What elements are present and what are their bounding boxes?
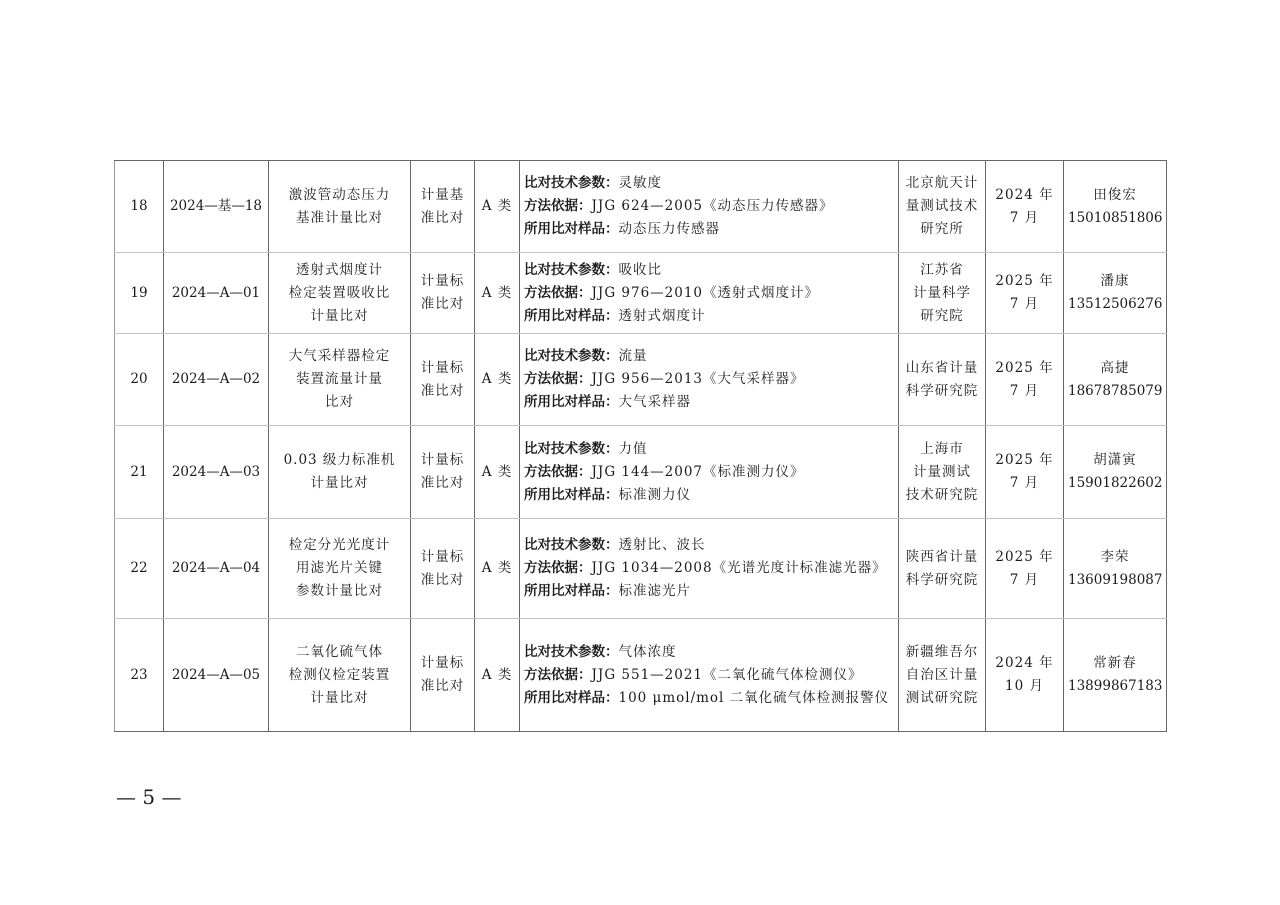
comparison-kind-line: 准比对 bbox=[420, 475, 465, 491]
comparison-kind-line: 准比对 bbox=[420, 296, 465, 312]
project-name-line: 计量比对 bbox=[310, 475, 369, 491]
param-value: 流量 bbox=[618, 348, 648, 364]
cell-contact bbox=[1064, 161, 1167, 253]
cell-time bbox=[986, 161, 1064, 253]
cell-number bbox=[115, 519, 164, 619]
comparison-kind-line: 准比对 bbox=[420, 209, 465, 226]
project-name-line: 透射式烟度计 bbox=[296, 261, 383, 278]
cell-method bbox=[520, 334, 899, 426]
row-number: 23 bbox=[130, 666, 148, 683]
comparison-kind-line: 计量标 bbox=[420, 548, 465, 565]
cell-time bbox=[986, 426, 1064, 519]
cell-organization bbox=[899, 161, 986, 253]
organization-line: 计量科学 bbox=[913, 284, 971, 301]
method-label: 方法依据： bbox=[524, 198, 592, 214]
row-number: 21 bbox=[130, 463, 148, 480]
page-number: — 5 — bbox=[116, 785, 182, 809]
table-row bbox=[115, 619, 1167, 732]
time-line: 7 月 bbox=[1009, 571, 1040, 588]
sample-value: 标准滤光片 bbox=[618, 583, 691, 599]
comparison-kind-line: 计量基 bbox=[420, 186, 465, 203]
param-label: 比对技术参数： bbox=[524, 348, 619, 364]
project-name-line: 检测仪检定装置 bbox=[288, 666, 391, 683]
comparison-kind-line: 计量标 bbox=[420, 452, 465, 468]
row-number: 18 bbox=[130, 198, 148, 214]
organization-line: 新疆维吾尔 bbox=[905, 643, 979, 660]
table-row bbox=[115, 426, 1167, 519]
project-name-line: 参数计量比对 bbox=[296, 583, 383, 599]
organization-line: 江苏省 bbox=[920, 261, 964, 278]
time-line: 2025 年 bbox=[995, 452, 1054, 468]
row-number: 22 bbox=[130, 560, 148, 576]
organization-line: 上海市 bbox=[920, 440, 964, 457]
organization-line: 量测试技术 bbox=[905, 198, 979, 214]
param-label: 比对技术参数： bbox=[524, 175, 619, 191]
project-code: 2024—A—01 bbox=[171, 284, 261, 301]
contact-name: 胡潇寅 bbox=[1093, 452, 1137, 468]
sample-value: 大气采样器 bbox=[618, 394, 691, 410]
time-line: 7 月 bbox=[1009, 382, 1040, 399]
cell-code bbox=[164, 161, 269, 253]
contact-name: 高捷 bbox=[1100, 359, 1130, 376]
cell-contact bbox=[1064, 519, 1167, 619]
sample-value: 动态压力传感器 bbox=[618, 221, 720, 237]
param-value: 吸收比 bbox=[618, 261, 662, 278]
category-class: A 类 bbox=[481, 371, 513, 387]
organization-line: 自治区计量 bbox=[905, 666, 979, 683]
sample-label: 所用比对样品： bbox=[524, 583, 619, 599]
project-name-line: 激波管动态压力 bbox=[288, 186, 391, 203]
time-line: 2024 年 bbox=[995, 186, 1054, 203]
table-body bbox=[115, 161, 1167, 732]
param-label: 比对技术参数： bbox=[524, 440, 619, 457]
project-code: 2024—A—03 bbox=[171, 463, 261, 480]
sample-value: 标准测力仪 bbox=[618, 486, 691, 503]
cell-method bbox=[520, 161, 899, 253]
contact-phone: 18678785079 bbox=[1068, 382, 1163, 399]
time-line: 2025 年 bbox=[995, 548, 1054, 565]
cell-kind bbox=[411, 519, 475, 619]
cell-kind bbox=[411, 253, 475, 334]
category-class: A 类 bbox=[481, 666, 513, 683]
method-value: JJG 551—2021《二氧化硫气体检测仪》 bbox=[591, 666, 863, 683]
sample-label: 所用比对样品： bbox=[524, 394, 619, 410]
time-line: 2025 年 bbox=[995, 273, 1054, 289]
contact-name: 田俊宏 bbox=[1093, 186, 1137, 203]
time-line: 2024 年 bbox=[995, 655, 1054, 671]
table-row bbox=[115, 334, 1167, 426]
method-value: JJG 976—2010《透射式烟度计》 bbox=[591, 284, 820, 301]
cell-time bbox=[986, 334, 1064, 426]
organization-line: 测试研究院 bbox=[905, 689, 979, 706]
cell-organization bbox=[899, 334, 986, 426]
cell-number bbox=[115, 334, 164, 426]
method-value: JJG 624—2005《动态压力传感器》 bbox=[591, 198, 834, 214]
project-code: 2024—A—05 bbox=[171, 666, 261, 683]
comparison-table bbox=[114, 160, 1167, 732]
cell-method bbox=[520, 519, 899, 619]
cell-number bbox=[115, 253, 164, 334]
category-class: A 类 bbox=[481, 463, 513, 480]
cell-name bbox=[269, 519, 411, 619]
time-line: 2025 年 bbox=[995, 359, 1054, 376]
cell-name bbox=[269, 426, 411, 519]
cell-contact bbox=[1064, 253, 1167, 334]
cell-organization bbox=[899, 619, 986, 732]
project-name-line: 计量比对 bbox=[310, 307, 369, 324]
param-value: 灵敏度 bbox=[618, 175, 662, 191]
time-line: 10 月 bbox=[1005, 678, 1044, 694]
contact-name: 李荣 bbox=[1100, 548, 1130, 565]
sample-label: 所用比对样品： bbox=[524, 307, 619, 324]
sample-label: 所用比对样品： bbox=[524, 221, 619, 237]
time-line: 7 月 bbox=[1009, 296, 1040, 312]
method-label: 方法依据： bbox=[524, 666, 592, 683]
cell-kind bbox=[411, 619, 475, 732]
project-name-line: 装置流量计量 bbox=[296, 371, 383, 387]
method-value: JJG 144—2007《标准测力仪》 bbox=[591, 463, 805, 480]
cell-kind bbox=[411, 334, 475, 426]
cell-time bbox=[986, 253, 1064, 334]
cell-class bbox=[475, 619, 520, 732]
cell-number bbox=[115, 161, 164, 253]
comparison-kind-line: 计量标 bbox=[420, 655, 465, 671]
table-row bbox=[115, 253, 1167, 334]
sample-label: 所用比对样品： bbox=[524, 689, 619, 706]
cell-code bbox=[164, 426, 269, 519]
cell-code bbox=[164, 519, 269, 619]
cell-name bbox=[269, 334, 411, 426]
cell-code bbox=[164, 619, 269, 732]
project-code: 2024—A—02 bbox=[171, 371, 261, 387]
sample-value: 透射式烟度计 bbox=[618, 307, 706, 324]
cell-contact bbox=[1064, 334, 1167, 426]
category-class: A 类 bbox=[481, 284, 513, 301]
cell-name bbox=[269, 253, 411, 334]
contact-name: 常新春 bbox=[1093, 655, 1137, 671]
project-name-line: 基准计量比对 bbox=[296, 209, 383, 226]
cell-class bbox=[475, 519, 520, 619]
table-row bbox=[115, 161, 1167, 253]
param-value: 透射比、波长 bbox=[618, 537, 706, 553]
method-value: JJG 956—2013《大气采样器》 bbox=[591, 371, 805, 387]
method-label: 方法依据： bbox=[524, 371, 592, 387]
cell-organization bbox=[899, 519, 986, 619]
comparison-kind-line: 准比对 bbox=[420, 678, 465, 694]
cell-contact bbox=[1064, 426, 1167, 519]
project-name-line: 二氧化硫气体 bbox=[296, 643, 383, 660]
cell-organization bbox=[899, 253, 986, 334]
organization-line: 北京航天计 bbox=[905, 175, 979, 191]
organization-line: 科学研究院 bbox=[905, 382, 979, 399]
cell-number bbox=[115, 426, 164, 519]
comparison-kind-line: 准比对 bbox=[420, 571, 465, 588]
organization-line: 山东省计量 bbox=[905, 359, 979, 376]
time-line: 7 月 bbox=[1009, 209, 1040, 226]
organization-line: 技术研究院 bbox=[905, 486, 979, 503]
project-name-line: 0.03 级力标准机 bbox=[283, 452, 396, 468]
cell-method bbox=[520, 619, 899, 732]
contact-phone: 15901822602 bbox=[1068, 475, 1163, 491]
cell-class bbox=[475, 161, 520, 253]
project-name-line: 大气采样器检定 bbox=[288, 348, 391, 364]
category-class: A 类 bbox=[481, 198, 513, 214]
project-name-line: 检定分光光度计 bbox=[288, 537, 391, 553]
contact-phone: 13512506276 bbox=[1068, 296, 1163, 312]
project-code: 2024—A—04 bbox=[171, 560, 261, 576]
project-code: 2024—基—18 bbox=[169, 198, 263, 214]
cell-organization bbox=[899, 426, 986, 519]
time-line: 7 月 bbox=[1009, 475, 1040, 491]
organization-line: 计量测试 bbox=[913, 463, 971, 480]
cell-method bbox=[520, 426, 899, 519]
method-label: 方法依据： bbox=[524, 463, 592, 480]
comparison-kind-line: 准比对 bbox=[420, 382, 465, 399]
comparison-kind-line: 计量标 bbox=[420, 359, 465, 376]
method-label: 方法依据： bbox=[524, 560, 592, 576]
cell-method bbox=[520, 253, 899, 334]
project-name-line: 用滤光片关键 bbox=[296, 560, 383, 576]
organization-line: 陕西省计量 bbox=[905, 548, 979, 565]
project-name-line: 比对 bbox=[325, 394, 354, 410]
contact-phone: 15010851806 bbox=[1068, 209, 1163, 226]
method-value: JJG 1034—2008《光谱光度计标准滤光器》 bbox=[591, 560, 887, 576]
row-number: 20 bbox=[130, 371, 148, 387]
contact-phone: 13609198087 bbox=[1068, 571, 1163, 588]
comparison-kind-line: 计量标 bbox=[420, 273, 465, 289]
param-value: 气体浓度 bbox=[618, 643, 677, 660]
organization-line: 研究院 bbox=[920, 307, 964, 324]
cell-code bbox=[164, 334, 269, 426]
sample-value: 100 μmol/mol 二氧化硫气体检测报警仪 bbox=[618, 689, 890, 706]
method-label: 方法依据： bbox=[524, 284, 592, 301]
cell-number bbox=[115, 619, 164, 732]
param-label: 比对技术参数： bbox=[524, 261, 619, 278]
project-name-line: 检定装置吸收比 bbox=[288, 284, 391, 301]
row-number: 19 bbox=[130, 284, 148, 301]
contact-phone: 13899867183 bbox=[1068, 678, 1163, 694]
cell-time bbox=[986, 519, 1064, 619]
cell-name bbox=[269, 619, 411, 732]
organization-line: 科学研究院 bbox=[905, 571, 979, 588]
sample-label: 所用比对样品： bbox=[524, 486, 619, 503]
param-label: 比对技术参数： bbox=[524, 643, 619, 660]
cell-kind bbox=[411, 161, 475, 253]
cell-contact bbox=[1064, 619, 1167, 732]
cell-time bbox=[986, 619, 1064, 732]
cell-kind bbox=[411, 426, 475, 519]
cell-class bbox=[475, 426, 520, 519]
contact-name: 潘康 bbox=[1100, 273, 1130, 289]
param-label: 比对技术参数： bbox=[524, 537, 619, 553]
table-row bbox=[115, 519, 1167, 619]
cell-name bbox=[269, 161, 411, 253]
cell-code bbox=[164, 253, 269, 334]
cell-class bbox=[475, 334, 520, 426]
cell-class bbox=[475, 253, 520, 334]
category-class: A 类 bbox=[481, 560, 513, 576]
project-name-line: 计量比对 bbox=[310, 689, 369, 706]
param-value: 力值 bbox=[618, 440, 648, 457]
organization-line: 研究所 bbox=[920, 221, 964, 237]
